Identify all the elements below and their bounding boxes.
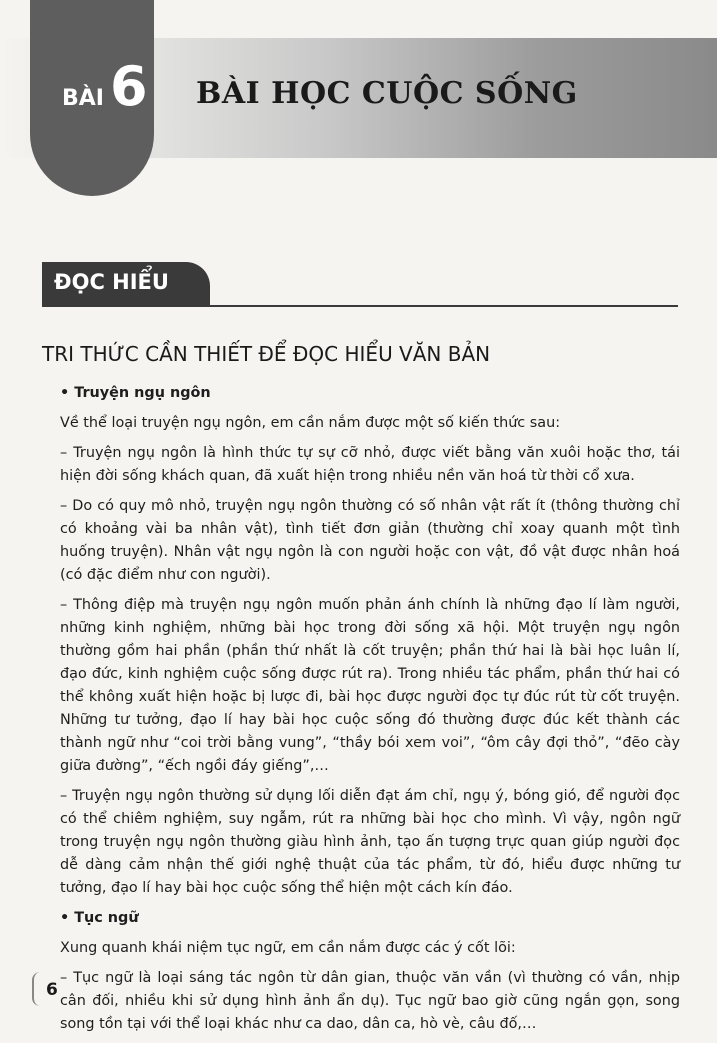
paragraph: – Truyện ngụ ngôn là hình thức tự sự cỡ nhỏ, được viết bằng văn xuôi hoặc thơ, tái hiện đời sống khách quan, đã xuất hiện trong nhiều nền văn hoá từ thời cổ xưa. bbox=[60, 445, 680, 484]
lesson-label: BÀI bbox=[62, 86, 104, 111]
section-heading: TRI THỨC CẦN THIẾT ĐỂ ĐỌC HIỂU VĂN BẢN bbox=[42, 342, 491, 366]
topic-title-proverb: • Tục ngữ bbox=[60, 910, 139, 926]
section-divider bbox=[42, 305, 678, 307]
lesson-title: BÀI HỌC CUỘC SỐNG bbox=[196, 76, 578, 111]
paragraph: – Do có quy mô nhỏ, truyện ngụ ngôn thường có số nhân vật rất ít (thông thường chỉ có khoảng vài ba nhân vật), tình tiết đơn giản (thường chỉ xoay quanh một tình huống truyện). Nhân vật ngụ ngôn là con người hoặc con vật, đồ vật được nhân hoá (có đặc điểm như con người). bbox=[60, 498, 680, 583]
body-content bbox=[60, 382, 680, 1043]
paragraph: Về thể loại truyện ngụ ngôn, em cần nắm được một số kiến thức sau: bbox=[60, 415, 561, 431]
paragraph: – Thông điệp mà truyện ngụ ngôn muốn phản ánh chính là những đạo lí làm người, những kinh nghiệm, những bài học trong đời sống xã hội. Một truyện ngụ ngôn thường gồm hai phần (phần thứ nhất là cốt truyện; phần thứ hai là bài học luân lí, đạo đức, kinh nghiệm cuộc sống được rút ra). Trong nhiều tác phẩm, phần thứ hai có thể không xuất hiện hoặc bị lược đi, bài học được người đọc tự đúc rút từ cốt truyện. Những tư tưởng, đạo lí hay bài học cuộc sống đó thường được đúc kết thành các thành ngữ như “coi trời bằng vung”, “thầy bói xem voi”, “ôm cây đợi thỏ”, “đẽo cày giữa đường”, “ếch ngồi đáy giếng”,… bbox=[60, 597, 680, 774]
paragraph: Xung quanh khái niệm tục ngữ, em cần nắm được các ý cốt lõi: bbox=[60, 940, 516, 956]
page-number-bracket bbox=[32, 972, 44, 1006]
topic-title-fable: • Truyện ngụ ngôn bbox=[60, 385, 211, 401]
paragraph: – Tục ngữ là loại sáng tác ngôn từ dân gian, thuộc văn vần (vì thường có vần, nhịp cân đối, nhiều khi sử dụng hình ảnh ẩn dụ). Tục ngữ bao giờ cũng ngắn gọn, song song tồn tại với thể loại khác như ca dao, dân ca, hò vè, câu đố,… bbox=[60, 970, 680, 1032]
section-label: ĐỌC HIỂU bbox=[54, 270, 169, 294]
paragraph: – Truyện ngụ ngôn thường sử dụng lối diễn đạt ám chỉ, ngụ ý, bóng gió, để người đọc có thể chiêm nghiệm, suy ngẫm, rút ra những bài học cho mình. Vì vậy, ngôn ngữ trong truyện ngụ ngôn thường giàu hình ảnh, tạo ấn tượng trực quan giúp người đọc dễ dàng cảm nhận thế giới nghệ thuật của tác phẩm, từ đó, hiểu được những tư tưởng, đạo lí hay bài học cuộc sống thể hiện một cách kín đáo. bbox=[60, 788, 680, 896]
lesson-number: 6 bbox=[110, 55, 148, 118]
page-number: 6 bbox=[46, 980, 58, 1000]
